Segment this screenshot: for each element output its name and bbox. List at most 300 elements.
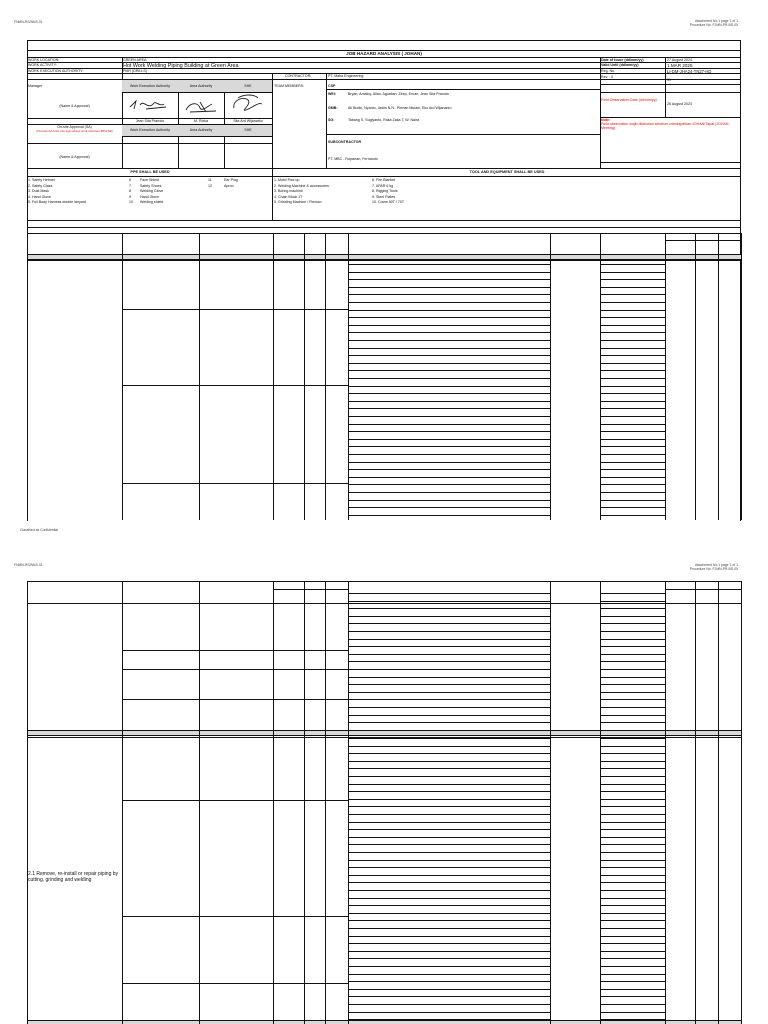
ppe-item: Safety Shoes xyxy=(140,183,162,188)
table-row-line xyxy=(348,279,550,280)
table-row-line xyxy=(348,882,550,883)
reg-no-value: LI-DM-JHA24-TN27-HD xyxy=(667,69,712,74)
table-row-line xyxy=(600,905,665,906)
table-row-line xyxy=(348,784,550,785)
table-row-line xyxy=(600,272,665,273)
work-activity-value: Hot Work Welding Piping Building at Green Area xyxy=(123,63,239,69)
table-row-line xyxy=(348,715,550,716)
table-col-line xyxy=(27,233,28,520)
table-row-line xyxy=(600,332,665,333)
table-row-line xyxy=(600,608,665,609)
table-row-line xyxy=(348,593,550,594)
table-row-line xyxy=(273,483,348,484)
valid-until-label: Valid Until (dd/mm/yy) xyxy=(601,63,639,67)
gmb-label: GMB: xyxy=(328,106,338,110)
table-row-line xyxy=(122,916,273,917)
ppe-item: 7 xyxy=(129,183,131,188)
table-col-line xyxy=(325,581,326,1024)
table-row-line xyxy=(600,477,665,478)
table-row-line xyxy=(600,393,665,394)
table-row-line xyxy=(348,507,550,508)
subcontractor-label: SUBCONTRACTOR xyxy=(328,140,362,144)
table-row-line xyxy=(348,515,550,516)
table-row-line xyxy=(600,898,665,899)
table-col-line xyxy=(27,581,28,1024)
table-row-line xyxy=(348,302,550,303)
table-row-line xyxy=(600,439,665,440)
sig-header-aa-2: Area Authority xyxy=(189,128,213,132)
table-row-line xyxy=(600,424,665,425)
observation-date-label: Field Observation Date (dd/mm/yy) xyxy=(601,98,657,102)
table-row-line xyxy=(600,799,665,800)
table-row-line xyxy=(600,753,665,754)
work-activity-label: WORK ACTIVITY: xyxy=(28,63,57,67)
ppe-item: Face Shield xyxy=(140,178,159,182)
table-row-line xyxy=(600,860,665,861)
table-row-line xyxy=(348,920,550,921)
table-row-line xyxy=(600,814,665,815)
work-location-value: GREEN AREA xyxy=(123,58,147,62)
table-row-line xyxy=(122,650,273,651)
ppe-item: 11 xyxy=(208,178,212,182)
table-row-line xyxy=(600,601,665,602)
csp-label: CSP xyxy=(328,84,336,88)
table-row-line xyxy=(348,1012,550,1013)
table-row-line xyxy=(122,669,273,670)
table-col-line xyxy=(122,233,123,520)
table-row-line xyxy=(273,699,348,700)
table-row-line xyxy=(348,639,550,640)
tool-item: 7. APAR 6 kg xyxy=(372,183,394,188)
table-row-line xyxy=(348,943,550,944)
table-col-line xyxy=(718,581,719,1024)
table-col-line xyxy=(741,581,742,1024)
ppe-item: 4. Hand Glove xyxy=(28,194,51,199)
table-col-line xyxy=(273,581,274,1024)
table-row-line xyxy=(27,233,741,234)
tool-item: 2. Welding Machine & accessories xyxy=(274,183,329,188)
table-row-line xyxy=(27,737,741,738)
signer-wea: Jean Sita Pranoto xyxy=(135,119,165,123)
wea-label: WORK EXECUTION AUTHORITY: xyxy=(28,69,84,73)
table-col-line xyxy=(695,233,696,520)
table-row-line xyxy=(348,454,550,455)
table-row-line xyxy=(122,699,273,700)
table-row-line xyxy=(348,669,550,670)
table-row-line xyxy=(600,431,665,432)
rev-value: 01 xyxy=(667,78,671,82)
sig-header-aa: Area Authority xyxy=(189,84,213,88)
table-row-line xyxy=(600,989,665,990)
signature-she xyxy=(228,92,270,116)
table-row-line xyxy=(600,677,665,678)
table-row-line xyxy=(348,989,550,990)
table-row-line xyxy=(600,738,665,739)
table-row-line xyxy=(348,287,550,288)
onsite-approval-note: (Choose AA-fotor can sign where work activities BPH-SE) xyxy=(36,129,113,133)
table-row-line xyxy=(348,875,550,876)
tool-item: 4. Chain Block 1T xyxy=(274,194,303,199)
wei-label: WEI: xyxy=(328,92,336,96)
table-row-line xyxy=(348,332,550,333)
ppe-item: Welding Glove xyxy=(140,189,164,193)
table-row-line xyxy=(348,822,550,823)
table-row-line xyxy=(600,593,665,594)
tool-item: 6. Fire Blanket xyxy=(372,178,396,182)
table-row-line xyxy=(600,340,665,341)
ppe-item: 2. Safety Glass xyxy=(28,183,53,188)
table-col-line xyxy=(304,581,305,1024)
table-row-line xyxy=(600,264,665,265)
table-row-line xyxy=(348,776,550,777)
table-row-line xyxy=(348,996,550,997)
table-row-line xyxy=(348,608,550,609)
work-location-label: WORK LOCATION: xyxy=(28,58,60,62)
table-row-line xyxy=(600,951,665,952)
signer-aa: M. Rizka xyxy=(194,119,208,123)
table-row-line xyxy=(600,890,665,891)
table-row-line xyxy=(273,983,348,984)
table-row-line xyxy=(348,500,550,501)
table-row-line xyxy=(348,791,550,792)
table-row-line xyxy=(600,707,665,708)
job-step-2-1: 2.1 Remove, re-install or repair piping by cutting, grinding and welding xyxy=(28,871,119,883)
table-row-line xyxy=(600,355,665,356)
table-row-line xyxy=(122,483,273,484)
table-row-line xyxy=(348,439,550,440)
table-row-line xyxy=(348,1004,550,1005)
table-row-line xyxy=(348,746,550,747)
table-row-line xyxy=(348,416,550,417)
table-row-line xyxy=(122,983,273,984)
table-row-line xyxy=(27,260,741,261)
table-row-line xyxy=(600,936,665,937)
table-row-line xyxy=(600,492,665,493)
table-row-line xyxy=(348,974,550,975)
contractor-label: CONTRACTOR: xyxy=(285,74,312,78)
table-row-line xyxy=(600,829,665,830)
table-row-line xyxy=(348,966,550,967)
table-row-line xyxy=(348,844,550,845)
table-row-line xyxy=(665,240,741,241)
table-row-line xyxy=(600,806,665,807)
table-row-line xyxy=(122,385,273,386)
table-col-line xyxy=(122,581,123,1024)
sg-value: Tabang S, Sugiyanto, Raka Zaka T, W. Naira xyxy=(348,118,420,122)
table-row-line xyxy=(348,928,550,929)
table-row-line xyxy=(348,325,550,326)
form-title: JOB HAZARD ANALYSIS ( JOHAN) xyxy=(346,51,422,56)
table-row-line xyxy=(600,446,665,447)
attachment-label: Attachment No.1 page 1 of 1 xyxy=(694,19,738,23)
ppe-item: Hand Glove xyxy=(140,194,159,199)
table-row-line xyxy=(273,309,348,310)
table-row-line xyxy=(600,408,665,409)
table-row-line xyxy=(348,890,550,891)
table-row-line xyxy=(348,707,550,708)
table-row-line xyxy=(600,882,665,883)
sg-label: SG: xyxy=(328,118,335,122)
ppe-item: 9 xyxy=(129,194,131,199)
table-row-line xyxy=(600,837,665,838)
wei-value: Bryan, Amaloy, Allan, Agustian, Zeep, Ernan, Jean Sita Pranoto xyxy=(348,92,449,96)
table-row-line xyxy=(600,722,665,723)
classification-footer: Classified as Confidential xyxy=(20,528,59,532)
table-row-line xyxy=(600,370,665,371)
table-row-line xyxy=(348,272,550,273)
table-row-line xyxy=(348,616,550,617)
table-row-line xyxy=(27,254,741,255)
table-row-line xyxy=(600,768,665,769)
tools-header: TOOL AND EQUIPMENT SHALL BE USED xyxy=(469,170,545,174)
table-row-line xyxy=(348,601,550,602)
table-row-line xyxy=(600,684,665,685)
table-row-line xyxy=(348,431,550,432)
table-col-line xyxy=(199,581,200,1024)
table-row-line xyxy=(348,310,550,311)
table-row-line xyxy=(600,386,665,387)
procedure-label-p2: Procedure No. FJMN-PR-BS-05 xyxy=(689,567,738,571)
table-row-line xyxy=(348,348,550,349)
ppe-item: Ear Plug xyxy=(224,178,238,182)
table-row-line xyxy=(348,684,550,685)
tool-item: 1. Mobil Pick up xyxy=(274,178,300,182)
valid-until-value: 1 MAR 2025 xyxy=(667,63,693,68)
table-row-line xyxy=(348,378,550,379)
ppe-item: 10 xyxy=(129,200,133,204)
table-row-line xyxy=(348,761,550,762)
table-row-line xyxy=(348,722,550,723)
table-row-line xyxy=(600,1012,665,1013)
ppe-item: 8 xyxy=(129,189,131,193)
table-row-line xyxy=(600,294,665,295)
table-row-line xyxy=(348,340,550,341)
rev-label: Rev. : 0 xyxy=(601,75,614,79)
table-row-line xyxy=(348,738,550,739)
table-row-line xyxy=(273,589,348,590)
pmr-value: PMR (DRILLS) xyxy=(123,69,147,73)
approval-label-2: (Name & Approval) xyxy=(59,155,90,159)
manager-label: Manager xyxy=(28,84,43,88)
table-row-line xyxy=(600,981,665,982)
table-row-line xyxy=(600,500,665,501)
signature-wea xyxy=(126,95,176,115)
table-row-line xyxy=(600,1004,665,1005)
table-row-line xyxy=(600,317,665,318)
ppe-item: 1. Safety Helmet xyxy=(28,178,55,182)
table-row-line xyxy=(600,616,665,617)
sig-header-she: SHE xyxy=(244,84,252,88)
table-col-line xyxy=(550,581,551,1024)
table-row-line xyxy=(348,768,550,769)
table-row-line xyxy=(600,646,665,647)
document-page-2 xyxy=(0,555,768,1024)
reg-no-label: Reg. No. xyxy=(601,69,616,73)
table-row-line xyxy=(273,916,348,917)
table-row-line xyxy=(600,958,665,959)
gray-band xyxy=(27,730,741,736)
form-code: FNMN-RS/NNS-01 xyxy=(14,20,43,24)
table-row-line xyxy=(348,799,550,800)
table-row-line xyxy=(348,623,550,624)
table-row-line xyxy=(600,966,665,967)
table-row-line xyxy=(348,837,550,838)
contractor-value: PT. Maha Engineering xyxy=(328,74,364,78)
table-row-line xyxy=(600,279,665,280)
table-row-line xyxy=(600,378,665,379)
table-row-line xyxy=(122,309,273,310)
table-row-line xyxy=(348,355,550,356)
table-row-line xyxy=(600,996,665,997)
table-row-line xyxy=(348,393,550,394)
table-row-line xyxy=(348,1019,550,1020)
table-row-line xyxy=(348,363,550,364)
subcontractor-value: PT. MBC - Ruparran, Fernando xyxy=(328,157,378,161)
ppe-item: 6 xyxy=(129,178,131,182)
signature-aa xyxy=(182,96,222,116)
table-col-line xyxy=(325,233,326,520)
table-row-line xyxy=(600,416,665,417)
table-row-line xyxy=(348,951,550,952)
table-row-line xyxy=(600,507,665,508)
note-value: Field observation wajib dilakukan sebelum mendapatkan JOHAN/Tapat (JOHAN Meeting) xyxy=(601,122,729,131)
table-row-line xyxy=(348,370,550,371)
sig-header-wea: Work Execution Authority xyxy=(129,84,171,88)
table-row-line xyxy=(348,492,550,493)
tool-item: 10. Crane 50T / 70T xyxy=(372,200,405,204)
table-row-line xyxy=(600,631,665,632)
table-row-line xyxy=(348,814,550,815)
ppe-header: PPE SHALL BE USED xyxy=(130,170,170,174)
table-row-line xyxy=(348,484,550,485)
table-col-line xyxy=(665,581,666,1024)
ppe-item: Welding shield xyxy=(140,200,164,204)
table-row-line xyxy=(600,310,665,311)
table-row-line xyxy=(348,401,550,402)
signer-she: Sita Ard Wijanarko xyxy=(233,119,263,123)
table-row-line xyxy=(348,631,550,632)
table-row-line xyxy=(348,294,550,295)
gmb-value: Ali Budin, Nyanto, Jaslin N.N., Pirman Mulani, Eko Ard Wijanarko xyxy=(348,106,452,110)
table-row-line xyxy=(600,462,665,463)
table-row-line xyxy=(348,692,550,693)
table-row-line xyxy=(600,822,665,823)
table-row-line xyxy=(600,363,665,364)
table-row-line xyxy=(600,639,665,640)
table-row-line xyxy=(600,515,665,516)
ppe-item: 5. Full Body Harness double lanyard xyxy=(28,200,86,204)
table-row-line xyxy=(348,661,550,662)
table-row-line xyxy=(600,746,665,747)
date-issue-label: Date of Issue (dd/mm/yy) xyxy=(601,58,644,62)
table-row-line xyxy=(600,454,665,455)
attachment-label-p2: Attachment No.1 page 1 of 1 xyxy=(694,563,738,567)
tool-item: 8. Rigging Tools xyxy=(372,189,398,193)
onsite-approval-label: On-site Approval (SA) xyxy=(57,125,92,129)
table-row-line xyxy=(348,905,550,906)
date-issue-value: 27 August 2024 xyxy=(667,58,692,62)
table-row-line xyxy=(600,852,665,853)
table-row-line xyxy=(600,1019,665,1020)
table-row-line xyxy=(348,806,550,807)
table-row-line xyxy=(600,943,665,944)
team-members-label: TEAM MEMBERS: xyxy=(274,84,305,88)
table-row-line xyxy=(600,920,665,921)
tool-item: 5. Grinding Machine / Flexsco xyxy=(274,200,322,204)
table-row-line xyxy=(348,446,550,447)
table-row-line xyxy=(600,791,665,792)
table-row-line xyxy=(348,867,550,868)
table-row-line xyxy=(348,317,550,318)
table-row-line xyxy=(600,867,665,868)
table-col-line xyxy=(199,233,200,520)
table-row-line xyxy=(665,589,741,590)
ppe-item: Apron xyxy=(224,183,234,188)
table-row-line xyxy=(600,761,665,762)
ppe-item: 12 xyxy=(208,183,212,188)
sig-header-wea-2: Work Execution Authority xyxy=(129,128,171,132)
table-row-line xyxy=(600,776,665,777)
table-row-line xyxy=(348,829,550,830)
table-row-line xyxy=(273,385,348,386)
table-col-line xyxy=(304,233,305,520)
table-row-line xyxy=(348,462,550,463)
table-col-line xyxy=(273,233,274,520)
table-row-line xyxy=(27,581,741,582)
gray-band xyxy=(27,1020,741,1024)
table-row-line xyxy=(348,386,550,387)
table-row-line xyxy=(348,408,550,409)
sig-header-she-2: SHE xyxy=(244,128,252,132)
table-row-line xyxy=(348,654,550,655)
table-row-line xyxy=(600,287,665,288)
table-col-line xyxy=(695,581,696,1024)
table-row-line xyxy=(348,646,550,647)
tool-item: 9. Steel Plates xyxy=(372,194,396,199)
approval-label: (Name & Approval) xyxy=(59,104,90,108)
table-row-line xyxy=(348,958,550,959)
table-row-line xyxy=(600,844,665,845)
table-row-line xyxy=(600,913,665,914)
table-row-line xyxy=(600,974,665,975)
table-col-line xyxy=(718,233,719,520)
table-row-line xyxy=(600,669,665,670)
table-row-line xyxy=(348,913,550,914)
table-row-line xyxy=(27,603,741,604)
table-row-line xyxy=(348,753,550,754)
table-row-line xyxy=(600,875,665,876)
table-row-line xyxy=(600,692,665,693)
table-row-line xyxy=(600,784,665,785)
table-col-line xyxy=(665,233,666,520)
table-col-line xyxy=(741,233,742,520)
table-row-line xyxy=(273,800,348,801)
table-row-line xyxy=(600,654,665,655)
table-row-line xyxy=(600,699,665,700)
table-row-line xyxy=(273,650,348,651)
table-row-line xyxy=(600,401,665,402)
table-row-line xyxy=(348,981,550,982)
table-row-line xyxy=(348,860,550,861)
table-row-line xyxy=(348,936,550,937)
table-row-line xyxy=(122,800,273,801)
table-row-line xyxy=(600,469,665,470)
table-row-line xyxy=(600,715,665,716)
table-row-line xyxy=(348,469,550,470)
table-row-line xyxy=(348,264,550,265)
table-row-line xyxy=(348,677,550,678)
form-code-p2: FNMN-RS/NNS-01 xyxy=(14,563,43,567)
